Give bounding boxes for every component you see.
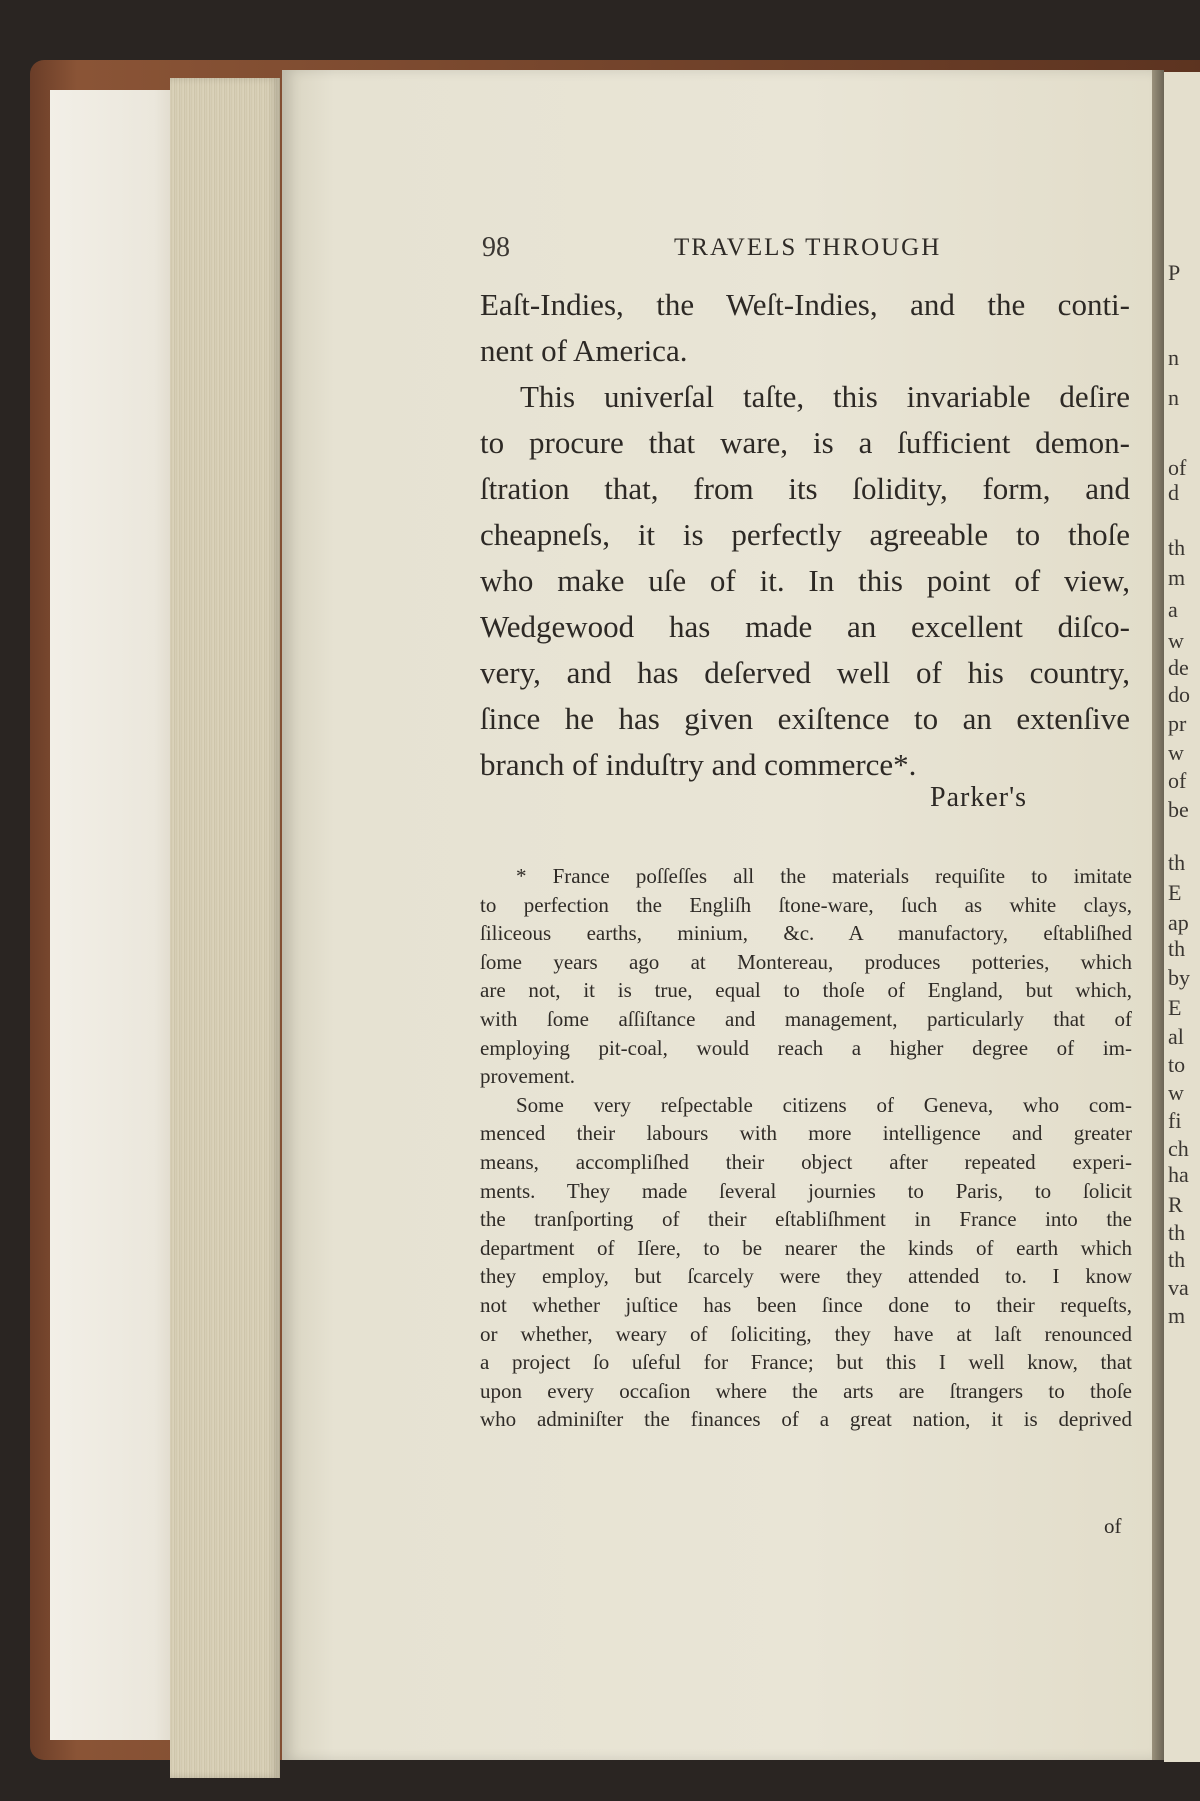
footnote-catchword: of: [1104, 1514, 1122, 1538]
facing-page-letters: w: [1168, 1080, 1184, 1105]
running-head-title: TRAVELS THROUGH: [674, 234, 942, 261]
text-line: cheapneſs, it is perfectly agreeable to thoſe: [480, 517, 1130, 552]
facing-page-letters: ap: [1168, 910, 1189, 935]
footnote-line: who adminiſter the finances of a great nation, it is deprived: [480, 1407, 1132, 1432]
footnote-line: the tranſporting of their eſtabliſhment in France into the: [480, 1207, 1132, 1232]
footnote-line: menced their labours with more intelligence and greater: [480, 1121, 1132, 1146]
text-line: to procure that ware, is a ſufficient demon-: [480, 425, 1130, 460]
facing-page-letters: by: [1168, 965, 1190, 990]
footnote-line: provement.: [480, 1064, 576, 1089]
footnote-line: ments. They made ſeveral journies to Paris, to ſolicit: [480, 1178, 1132, 1203]
footnote-line: department of Iſere, to be nearer the kinds of earth which: [480, 1235, 1132, 1260]
facing-page-letters: d: [1168, 480, 1179, 505]
footnote-line: not whether juſtice has been ſince done to their requeſts,: [480, 1292, 1132, 1317]
facing-page-letters: ha: [1168, 1162, 1189, 1187]
text-line: ſtration that, from its ſolidity, form, and: [480, 471, 1130, 506]
facing-page-letters: P: [1168, 260, 1181, 285]
text-line: branch of induſtry and commerce*.: [480, 747, 917, 782]
facing-page-letters: to: [1168, 1052, 1186, 1077]
facing-page-letters: a: [1168, 597, 1178, 622]
facing-page-letters: m: [1168, 565, 1186, 590]
facing-page-letters: th: [1168, 535, 1186, 560]
facing-page-letters: ch: [1168, 1136, 1189, 1161]
text-line: Eaſt-Indies, the Weſt-Indies, and the conti-: [480, 287, 1130, 322]
facing-page-fragment: [1164, 72, 1200, 1762]
facing-page-letters: R: [1168, 1192, 1183, 1217]
facing-page-letters: pr: [1168, 711, 1187, 736]
facing-page-letters: E: [1168, 880, 1182, 905]
facing-page-letters: w: [1168, 628, 1184, 653]
facing-page-letters: th: [1168, 936, 1186, 961]
facing-page-letters: of: [1168, 768, 1187, 793]
footnote-line: with ſome aſſiſtance and management, particularly that of: [480, 1006, 1132, 1031]
facing-page-letters: E: [1168, 995, 1182, 1020]
facing-page-letters: th: [1168, 1247, 1186, 1272]
facing-page-letters: n: [1168, 385, 1179, 410]
running-head: [482, 232, 962, 266]
footnote-line: they employ, but ſcarcely were they attended to. I know: [480, 1264, 1132, 1289]
text-line: very, and has deſerved well of his country,: [480, 655, 1130, 690]
footnote-line: * France poſſeſſes all the materials requiſite to imitate: [516, 864, 1132, 888]
facing-page-letters: be: [1168, 797, 1189, 822]
footnote-line: ſome years ago at Montereau, produces potteries, which: [480, 949, 1132, 974]
text-line: This univerſal taſte, this invariable deſire: [520, 379, 1130, 414]
footnote-line: are not, it is true, equal to thoſe of England, but which,: [480, 978, 1132, 1003]
book-gutter: [1152, 70, 1164, 1760]
flyleaf: [50, 90, 180, 1740]
page-edges: [170, 78, 280, 1778]
footnote-line: means, accompliſhed their object after repeated experi-: [480, 1149, 1132, 1174]
catchword: Parker's: [930, 782, 1028, 813]
text-line: ſince he has given exiſtence to an extenſive: [480, 701, 1130, 736]
text-line: who make uſe of it. In this point of view,: [480, 563, 1130, 598]
facing-page-letters: n: [1168, 345, 1179, 370]
footnote-line: or whether, weary of ſoliciting, they have at laſt renounced: [480, 1321, 1132, 1346]
footnotes: [480, 862, 1132, 1434]
footnote-line: upon every occaſion where the arts are ſtrangers to thoſe: [480, 1378, 1132, 1403]
facing-page-letters: th: [1168, 850, 1186, 875]
facing-page-letters: fi: [1168, 1108, 1182, 1133]
facing-page-letters: m: [1168, 1303, 1186, 1328]
text-line: nent of America.: [480, 333, 688, 368]
text-line: Wedgewood has made an excellent diſco-: [480, 609, 1130, 644]
facing-page-letters: th: [1168, 1220, 1186, 1245]
facing-page-letters: al: [1168, 1024, 1184, 1049]
footnote-line: ſiliceous earths, minium, &c. A manufactory, eſtabliſhed: [480, 921, 1132, 946]
facing-page-letters: of: [1168, 455, 1187, 480]
page-number: 98: [482, 232, 510, 263]
facing-page-letters: va: [1168, 1275, 1189, 1300]
main-text: [480, 282, 1130, 788]
facing-page-letters: de: [1168, 655, 1189, 680]
facing-page-letters: w: [1168, 740, 1184, 765]
footnote-line: to perfection the Engliſh ſtone-ware, ſuch as white clays,: [480, 892, 1132, 917]
footnote-line: a project ſo uſeful for France; but this I well know, that: [480, 1350, 1132, 1375]
footnote-line: Some very reſpectable citizens of Geneva, who com-: [516, 1092, 1132, 1117]
facing-page-letters: do: [1168, 682, 1190, 707]
footnote-line: employing pit-coal, would reach a higher degree of im-: [480, 1035, 1132, 1060]
